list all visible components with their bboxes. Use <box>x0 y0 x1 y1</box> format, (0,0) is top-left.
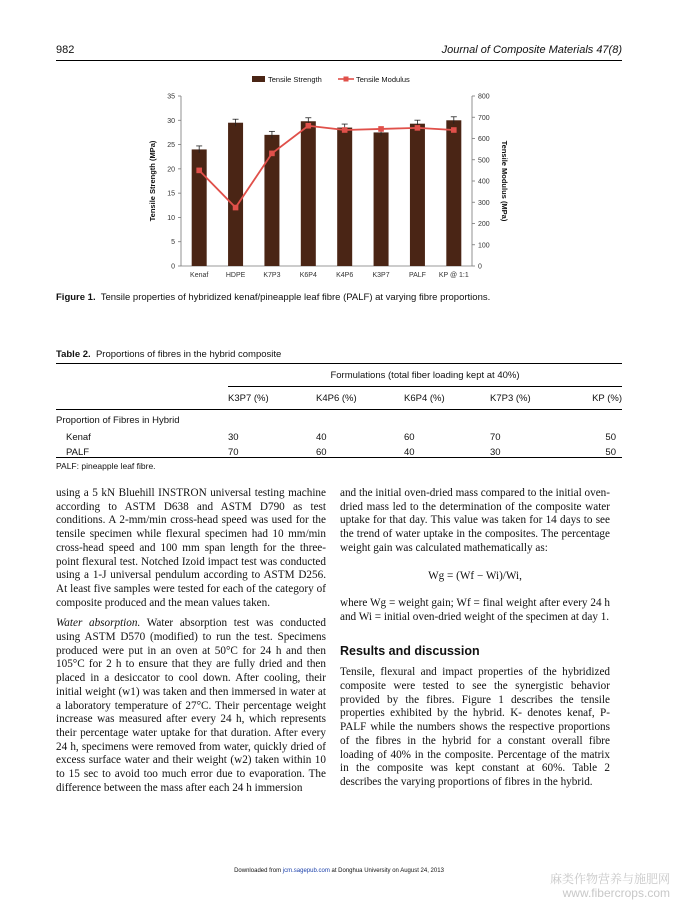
table-col-header: K7P3 (%) <box>490 392 531 404</box>
right-tick-label: 400 <box>478 178 490 186</box>
table-caption <box>56 349 622 360</box>
y-axis-title: Tensile Strength (MPa) <box>148 140 157 222</box>
category-label: PALF <box>408 272 426 279</box>
table-cell: 70 <box>228 447 239 458</box>
category-label: Kenaf <box>190 272 209 279</box>
table-col-header: KP (%) <box>592 392 622 404</box>
bar <box>192 149 207 266</box>
right-column <box>340 487 610 797</box>
right-tick-label: 500 <box>478 157 490 165</box>
table-bottom-rule <box>56 457 622 458</box>
figure-caption <box>56 292 622 303</box>
table-cell: 70 <box>490 432 501 443</box>
footer-text: at Donghua University on August 24, 2013 <box>329 868 444 874</box>
figure-caption-text: Tensile properties of hybridized kenaf/pineapple leaf fibre (PALF) at varying fibre proportions. <box>100 292 491 303</box>
table-title: Proportions of fibres in the hybrid composite <box>95 349 282 360</box>
left-tick-label: 0 <box>171 263 175 271</box>
table-section-row <box>56 410 622 431</box>
section-heading: Results and discussion <box>340 643 480 658</box>
table-cell: 40 <box>404 447 415 458</box>
category-label: K7P3 <box>263 272 281 279</box>
modulus-point <box>451 127 457 133</box>
category-label: HDPE <box>225 272 246 279</box>
table-cell: 50 <box>605 432 616 443</box>
modulus-point <box>196 168 202 174</box>
figure-label: Figure 1. <box>56 292 96 303</box>
bar <box>374 132 389 266</box>
table-footnote: PALF: pineapple leaf fibre. <box>56 461 156 471</box>
right-tick-label: 800 <box>478 93 490 101</box>
paragraph: Tensile, flexural and impact properties of the hybridized composite were tested to see the synergistic behavior provided by the fibres. Figure 1 describes the tensile properties exhibited by the hybrid. K- denotes kenaf, P- PALF while the numbers shows the respective proportions of the fibres in the hybrid for a constant overall fibre loading of 40% in the composite. Percentage of the matrix in the composite was kept constant at 60%. Table 2 describes the varying proportions of fibres in the hybrid. <box>340 666 610 788</box>
bar <box>301 121 316 266</box>
table-col-header: K4P6 (%) <box>316 392 357 404</box>
legend-marker-modulus <box>344 77 349 82</box>
modulus-point <box>342 127 348 133</box>
table-section-label: Proportion of Fibres in Hybrid <box>56 414 180 426</box>
table-col-header: K6P4 (%) <box>404 392 445 404</box>
table-header-row <box>56 387 622 410</box>
paragraph: using a 5 kN Bluehill INSTRON universal testing machine according to ASTM D638 and ASTM D790 as test conditions. A 2-mm/min cross-head speed was used for the tensile specimen while flexural specimen had 10 mm/min cross-head speed and 100 mm span length for the three-point flexural test. Notched Izoid impact test was conducted using a 1-J universal pendulum according to ASTM D256. At least five samples were tested for each of the category of composite produced and the mean values taken. <box>56 487 326 609</box>
bar <box>228 123 243 266</box>
footer-link[interactable]: jcm.sagepub.com <box>282 868 330 874</box>
header-rule <box>56 60 622 61</box>
paragraph: where Wg = weight gain; Wf = final weight after every 24 h and Wi = initial oven-dried weight of the specimen at day 1. <box>340 597 610 623</box>
weight-gain-equation: Wg = (Wf − Wi)/Wi, <box>428 569 522 582</box>
modulus-point <box>415 125 421 131</box>
bar <box>410 124 425 266</box>
modulus-point <box>306 123 312 129</box>
table-row-label: PALF <box>66 447 90 458</box>
page-number: 982 <box>56 44 75 56</box>
right-tick-label: 200 <box>478 221 490 228</box>
modulus-point <box>378 126 384 132</box>
category-label: K3P7 <box>372 272 390 279</box>
footer-text: Downloaded from <box>234 868 283 874</box>
page-header <box>56 44 622 58</box>
left-tick-label: 25 <box>167 142 175 150</box>
legend-label-strength: Tensile Strength <box>268 75 322 84</box>
category-label: K6P4 <box>299 272 317 279</box>
left-tick-label: 15 <box>167 190 175 198</box>
table-col-header: K3P7 (%) <box>228 392 269 404</box>
paragraph: and the initial oven-dried mass compared to the initial oven-dried mass led to the determination of the composite water uptake for that day. This value was taken for 14 days to see the trend of water uptake in the composites. The percentage weight gain was calculated mathematically as: <box>340 487 610 554</box>
table-cell: 40 <box>316 432 327 443</box>
watermark-line: 麻类作物营养与施肥网 <box>549 872 670 886</box>
subsection-heading: Water absorption. <box>56 617 141 630</box>
table-row-label: Kenaf <box>66 432 91 443</box>
watermark <box>550 872 670 900</box>
right-tick-label: 700 <box>478 114 490 122</box>
left-column <box>56 487 326 802</box>
modulus-point <box>233 205 239 211</box>
category-label: K4P6 <box>336 272 354 279</box>
left-tick-label: 5 <box>171 239 175 247</box>
bar <box>337 128 352 266</box>
y2-axis-title: Tensile Modulus (MPa) <box>500 140 509 222</box>
left-tick-label: 20 <box>167 166 175 174</box>
fibre-proportion-table <box>56 364 622 460</box>
table-cell: 60 <box>316 447 327 458</box>
legend-swatch-strength <box>252 76 265 82</box>
right-tick-label: 100 <box>478 242 490 250</box>
table-group-header: Formulations (total fiber loading kept at 40%) <box>228 364 622 387</box>
left-tick-label: 35 <box>167 93 175 101</box>
table-cell: 30 <box>228 432 239 443</box>
tensile-chart <box>56 70 622 285</box>
table-cell: 50 <box>605 447 616 458</box>
table-label: Table 2. <box>56 349 91 360</box>
table-cell: 30 <box>490 447 501 458</box>
paragraph-text: Water absorption test was conducted using ASTM D570 (modified) to run the test. Specimens produced were put in an oven at 50°C for 24 h and then 105°C for 2 h to ensure that they are fully dried and then placed in a desiccator to cool down. After cooling, their initial weight (w1) was taken and then immersed in water at a laboratory temperature of 27°C. Their percentage weight increase was measured after every 24 h, which represents their percentage water uptake for that duration. After every 24 h, specimens were removed from water, quickly dried of excess surface water and their weight (w2) taken within 10 to 15 sec to avoid too much error due to evaporation. The difference between the mass after each 24 h immersion <box>56 617 326 794</box>
table-cell: 60 <box>404 432 415 443</box>
watermark-line: www.fibercrops.com <box>562 886 670 900</box>
bar <box>446 120 461 266</box>
right-tick-label: 600 <box>478 136 490 143</box>
left-tick-label: 30 <box>167 117 175 125</box>
legend-label-modulus: Tensile Modulus <box>356 75 410 84</box>
right-tick-label: 300 <box>478 199 490 207</box>
category-label: KP @ 1:1 <box>438 272 469 279</box>
right-tick-label: 0 <box>478 263 482 271</box>
left-tick-label: 10 <box>167 214 175 222</box>
journal-title: Journal of Composite Materials 47(8) <box>441 44 622 56</box>
table-row <box>56 430 622 445</box>
paragraph <box>56 617 326 795</box>
modulus-point <box>269 151 275 157</box>
